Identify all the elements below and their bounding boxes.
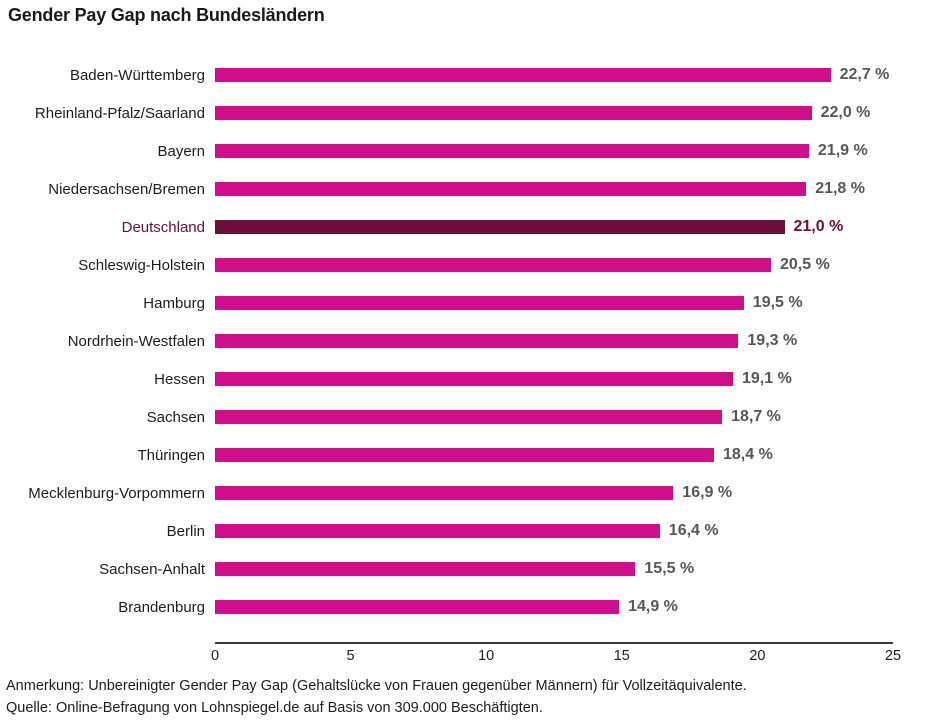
category-label: Baden-Württemberg: [69, 66, 205, 84]
value-label: 14,9 %: [628, 598, 678, 615]
value-label: 19,1 %: [742, 370, 792, 387]
bar: [215, 182, 806, 196]
category-label: Thüringen: [137, 446, 205, 464]
value-label: 16,9 %: [682, 484, 733, 501]
bar: [215, 258, 771, 272]
chart-row: [0, 246, 950, 284]
footnotes: [6, 675, 747, 719]
category-label: Mecklenburg-Vorpommern: [28, 484, 205, 502]
value-label: 18,4 %: [723, 446, 773, 463]
chart-row: [0, 56, 950, 94]
bar: [215, 220, 785, 234]
chart-row: [0, 208, 950, 246]
value-label: 19,3 %: [747, 332, 798, 349]
chart-row: [0, 94, 950, 132]
x-tick-label: 25: [884, 648, 902, 664]
x-tick-label: 0: [210, 648, 220, 664]
note-anmerkung: Anmerkung: Unbereinigter Gender Pay Gap (Gehaltslücke von Frauen gegenüber Männern) für Vollzeitäquivalente.: [6, 678, 747, 694]
x-tick-label: 5: [346, 648, 355, 664]
bar: [215, 524, 660, 538]
value-label: 15,5 %: [644, 560, 695, 577]
bar: [215, 372, 733, 386]
value-label: 21,0 %: [793, 218, 844, 235]
chart-row: [0, 284, 950, 322]
value-label: 16,4 %: [668, 522, 719, 539]
x-tick-label: 20: [749, 648, 766, 664]
value-label: 18,7 %: [731, 408, 781, 425]
x-tick-label: 10: [478, 648, 495, 664]
x-axis-ticks: [210, 644, 902, 666]
category-label: Nordrhein-Westfalen: [67, 332, 205, 350]
value-label: 21,9 %: [817, 142, 868, 159]
x-tick-label: 15: [613, 648, 630, 664]
bar: [215, 68, 831, 82]
chart-row: [0, 588, 950, 626]
chart-row: [0, 132, 950, 170]
bar: [215, 296, 744, 310]
chart-row: [0, 550, 950, 588]
chart-row: [0, 512, 950, 550]
bar-chart: [0, 56, 950, 626]
chart-row: [0, 170, 950, 208]
bar: [215, 562, 635, 576]
category-label: Rheinland-Pfalz/Saarland: [34, 104, 205, 122]
category-label: Schleswig-Holstein: [78, 256, 205, 274]
category-label: Berlin: [166, 522, 205, 540]
x-axis: [210, 642, 902, 666]
value-label: 19,5 %: [752, 294, 803, 311]
category-label: Hessen: [154, 370, 205, 388]
chart-row: [0, 322, 950, 360]
category-label: Sachsen: [146, 408, 205, 426]
bar: [215, 334, 738, 348]
chart-row: [0, 360, 950, 398]
category-label: Deutschland: [121, 218, 205, 236]
chart-row: [0, 436, 950, 474]
category-label: Sachsen-Anhalt: [99, 560, 205, 578]
chart-row: [0, 474, 950, 512]
value-label: 21,8 %: [815, 180, 865, 197]
chart-title: Gender Pay Gap nach Bundesländern: [8, 5, 325, 25]
bar: [215, 144, 809, 158]
note-quelle: Quelle: Online-Befragung von Lohnspiegel.de auf Basis von 309.000 Beschäftigten.: [6, 700, 543, 716]
category-label: Bayern: [157, 142, 205, 160]
category-label: Brandenburg: [118, 598, 205, 616]
bar: [215, 448, 714, 462]
value-label: 22,7 %: [839, 66, 890, 83]
bar: [215, 410, 722, 424]
category-label: Niedersachsen/Bremen: [48, 180, 205, 198]
bar: [215, 600, 619, 614]
category-label: Hamburg: [143, 294, 205, 312]
value-label: 22,0 %: [820, 104, 871, 121]
chart-row: [0, 398, 950, 436]
bar: [215, 486, 673, 500]
value-label: 20,5 %: [780, 256, 830, 273]
bar: [215, 106, 812, 120]
